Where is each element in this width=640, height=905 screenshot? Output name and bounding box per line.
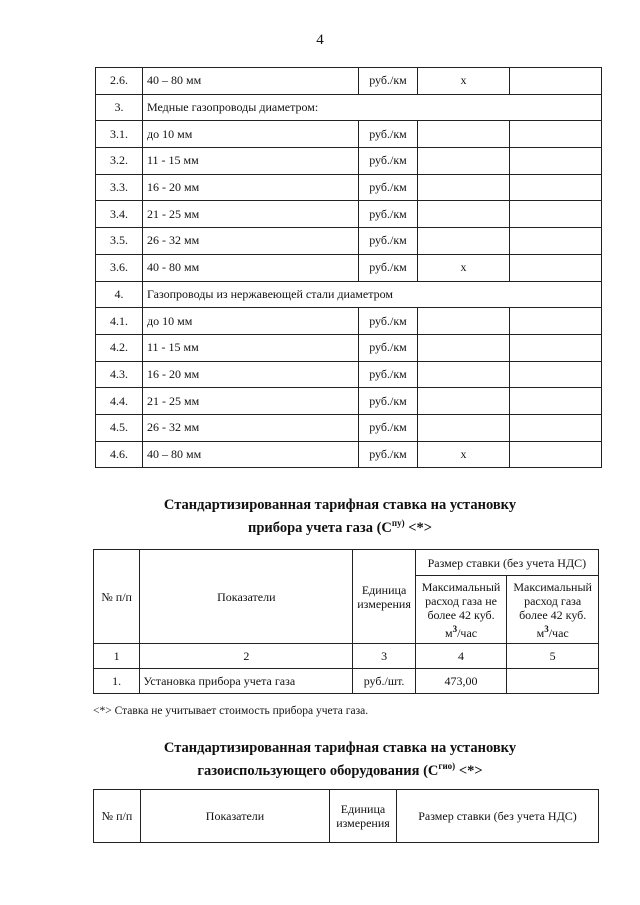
diameter-cell: 40 – 80 мм xyxy=(143,441,359,468)
row-number-cell: 4.1. xyxy=(96,308,143,335)
header-name: Показатели xyxy=(141,790,330,843)
header-unit: Единица измерения xyxy=(330,790,397,843)
diameter-cell: 21 - 25 мм xyxy=(143,201,359,228)
table-row xyxy=(96,121,602,148)
table-row xyxy=(96,281,602,308)
unit-cell: руб./км xyxy=(359,388,418,415)
unit-cell: руб./км xyxy=(359,308,418,335)
value-cell-1 xyxy=(418,388,510,415)
unit-cell: руб./км xyxy=(359,334,418,361)
value-cell-2 xyxy=(510,254,602,281)
row-number-cell: 3.4. xyxy=(96,201,143,228)
diameter-cell: 26 - 32 мм xyxy=(143,414,359,441)
diameter-cell: 21 - 25 мм xyxy=(143,388,359,415)
table-row xyxy=(96,334,602,361)
section-heading-cell: Медные газопроводы диаметром: xyxy=(143,94,602,121)
unit-cell: руб./км xyxy=(359,148,418,175)
section3-title-line2: газоиспользующего оборудования ($С^{гио)}$ <*> xyxy=(197,761,483,779)
section3-title xyxy=(0,739,640,780)
header-num: № п/п xyxy=(94,790,141,843)
diameter-cell: 11 - 15 мм xyxy=(143,148,359,175)
unit-cell: руб./км xyxy=(359,441,418,468)
diameter-cell: 26 - 32 мм xyxy=(143,228,359,255)
value-cell-1 xyxy=(418,308,510,335)
header-name: Показатели xyxy=(140,550,353,644)
value-cell-2 xyxy=(510,148,602,175)
header-rate: Размер ставки (без учета НДС) xyxy=(397,790,599,843)
table-row xyxy=(96,68,602,95)
value-cell-2 xyxy=(510,121,602,148)
row-number-cell: 3.1. xyxy=(96,121,143,148)
unit-cell: руб./км xyxy=(359,361,418,388)
table-row xyxy=(96,414,602,441)
row-number-cell: 2.6. xyxy=(96,68,143,95)
meter-installation-table xyxy=(93,549,599,694)
diameter-cell: до 10 мм xyxy=(143,121,359,148)
row-value-2 xyxy=(507,669,599,694)
row-name: Установка прибора учета газа xyxy=(140,669,353,694)
diameter-cell: 40 – 80 мм xyxy=(143,68,359,95)
unit-cell: руб./км xyxy=(359,254,418,281)
table-row xyxy=(96,254,602,281)
unit-cell: руб./км xyxy=(359,414,418,441)
table-row xyxy=(96,308,602,335)
value-cell-1 xyxy=(418,361,510,388)
value-cell-1 xyxy=(418,121,510,148)
colnum-4: 4 xyxy=(415,644,507,669)
value-cell-1: х xyxy=(418,68,510,95)
row-number-cell: 3. xyxy=(96,94,143,121)
section2-title-line2: прибора учета газа ($С^{пу)}$ <*> xyxy=(248,518,432,536)
unit-cell: руб./км xyxy=(359,201,418,228)
header-rate: Размер ставки (без учета НДС) xyxy=(415,550,598,576)
row-number-cell: 4.4. xyxy=(96,388,143,415)
colnum-3: 3 xyxy=(353,644,415,669)
diameter-cell: 16 - 20 мм xyxy=(143,174,359,201)
value-cell-2 xyxy=(510,334,602,361)
row-number-cell: 3.3. xyxy=(96,174,143,201)
row-number-cell: 3.6. xyxy=(96,254,143,281)
row-number-cell: 3.2. xyxy=(96,148,143,175)
unit-cell: руб./км xyxy=(359,68,418,95)
table-row xyxy=(96,94,602,121)
colnum-5: 5 xyxy=(507,644,599,669)
value-cell-2 xyxy=(510,441,602,468)
table-row xyxy=(96,361,602,388)
table-row xyxy=(96,228,602,255)
header-num: № п/п xyxy=(94,550,140,644)
value-cell-1 xyxy=(418,201,510,228)
diameter-cell: до 10 мм xyxy=(143,308,359,335)
page-number: 4 xyxy=(316,32,324,48)
unit-cell: руб./км xyxy=(359,174,418,201)
unit-cell: руб./км xyxy=(359,228,418,255)
row-number-cell: 4. xyxy=(96,281,143,308)
value-cell-1 xyxy=(418,148,510,175)
section3-title-line1: Стандартизированная тарифная ставка на установку xyxy=(163,740,517,756)
value-cell-1 xyxy=(418,414,510,441)
header-col4: Максимальный расход газа не более 42 куб. $м^3$/час xyxy=(415,576,507,644)
value-cell-2 xyxy=(510,308,602,335)
row-number-cell: 3.5. xyxy=(96,228,143,255)
table-row xyxy=(96,441,602,468)
value-cell-1 xyxy=(418,174,510,201)
footnote: <*> Ставка не учитывает стоимость прибора учета газа. xyxy=(93,705,369,717)
section2-title-line1: Стандартизированная тарифная ставка на установку xyxy=(163,497,517,513)
value-cell-2 xyxy=(510,228,602,255)
row-number-cell: 4.5. xyxy=(96,414,143,441)
table-row xyxy=(96,388,602,415)
value-cell-2 xyxy=(510,201,602,228)
value-cell-2 xyxy=(510,68,602,95)
row-number-cell: 4.2. xyxy=(96,334,143,361)
value-cell-2 xyxy=(510,174,602,201)
row-num: 1. xyxy=(94,669,140,694)
gas-pipeline-rates-table xyxy=(95,67,602,468)
colnum-2: 2 xyxy=(140,644,353,669)
value-cell-1: х xyxy=(418,254,510,281)
diameter-cell: 16 - 20 мм xyxy=(143,361,359,388)
section2-title xyxy=(0,496,640,537)
row-unit: руб./шт. xyxy=(353,669,415,694)
header-unit: Единица измерения xyxy=(353,550,415,644)
value-cell-2 xyxy=(510,388,602,415)
table-row xyxy=(96,201,602,228)
diameter-cell: 40 - 80 мм xyxy=(143,254,359,281)
row-number-cell: 4.3. xyxy=(96,361,143,388)
value-cell-2 xyxy=(510,361,602,388)
row-value-1: 473,00 xyxy=(415,669,507,694)
value-cell-1: х xyxy=(418,441,510,468)
colnum-1: 1 xyxy=(94,644,140,669)
value-cell-1 xyxy=(418,334,510,361)
value-cell-2 xyxy=(510,414,602,441)
header-col5: Максимальный расход газа более 42 куб. $м^3$/час xyxy=(507,576,599,644)
unit-cell: руб./км xyxy=(359,121,418,148)
table-row xyxy=(96,174,602,201)
value-cell-1 xyxy=(418,228,510,255)
table-row xyxy=(96,148,602,175)
diameter-cell: 11 - 15 мм xyxy=(143,334,359,361)
section-heading-cell: Газопроводы из нержавеющей стали диаметром xyxy=(143,281,602,308)
equipment-installation-table xyxy=(93,789,599,843)
row-number-cell: 4.6. xyxy=(96,441,143,468)
